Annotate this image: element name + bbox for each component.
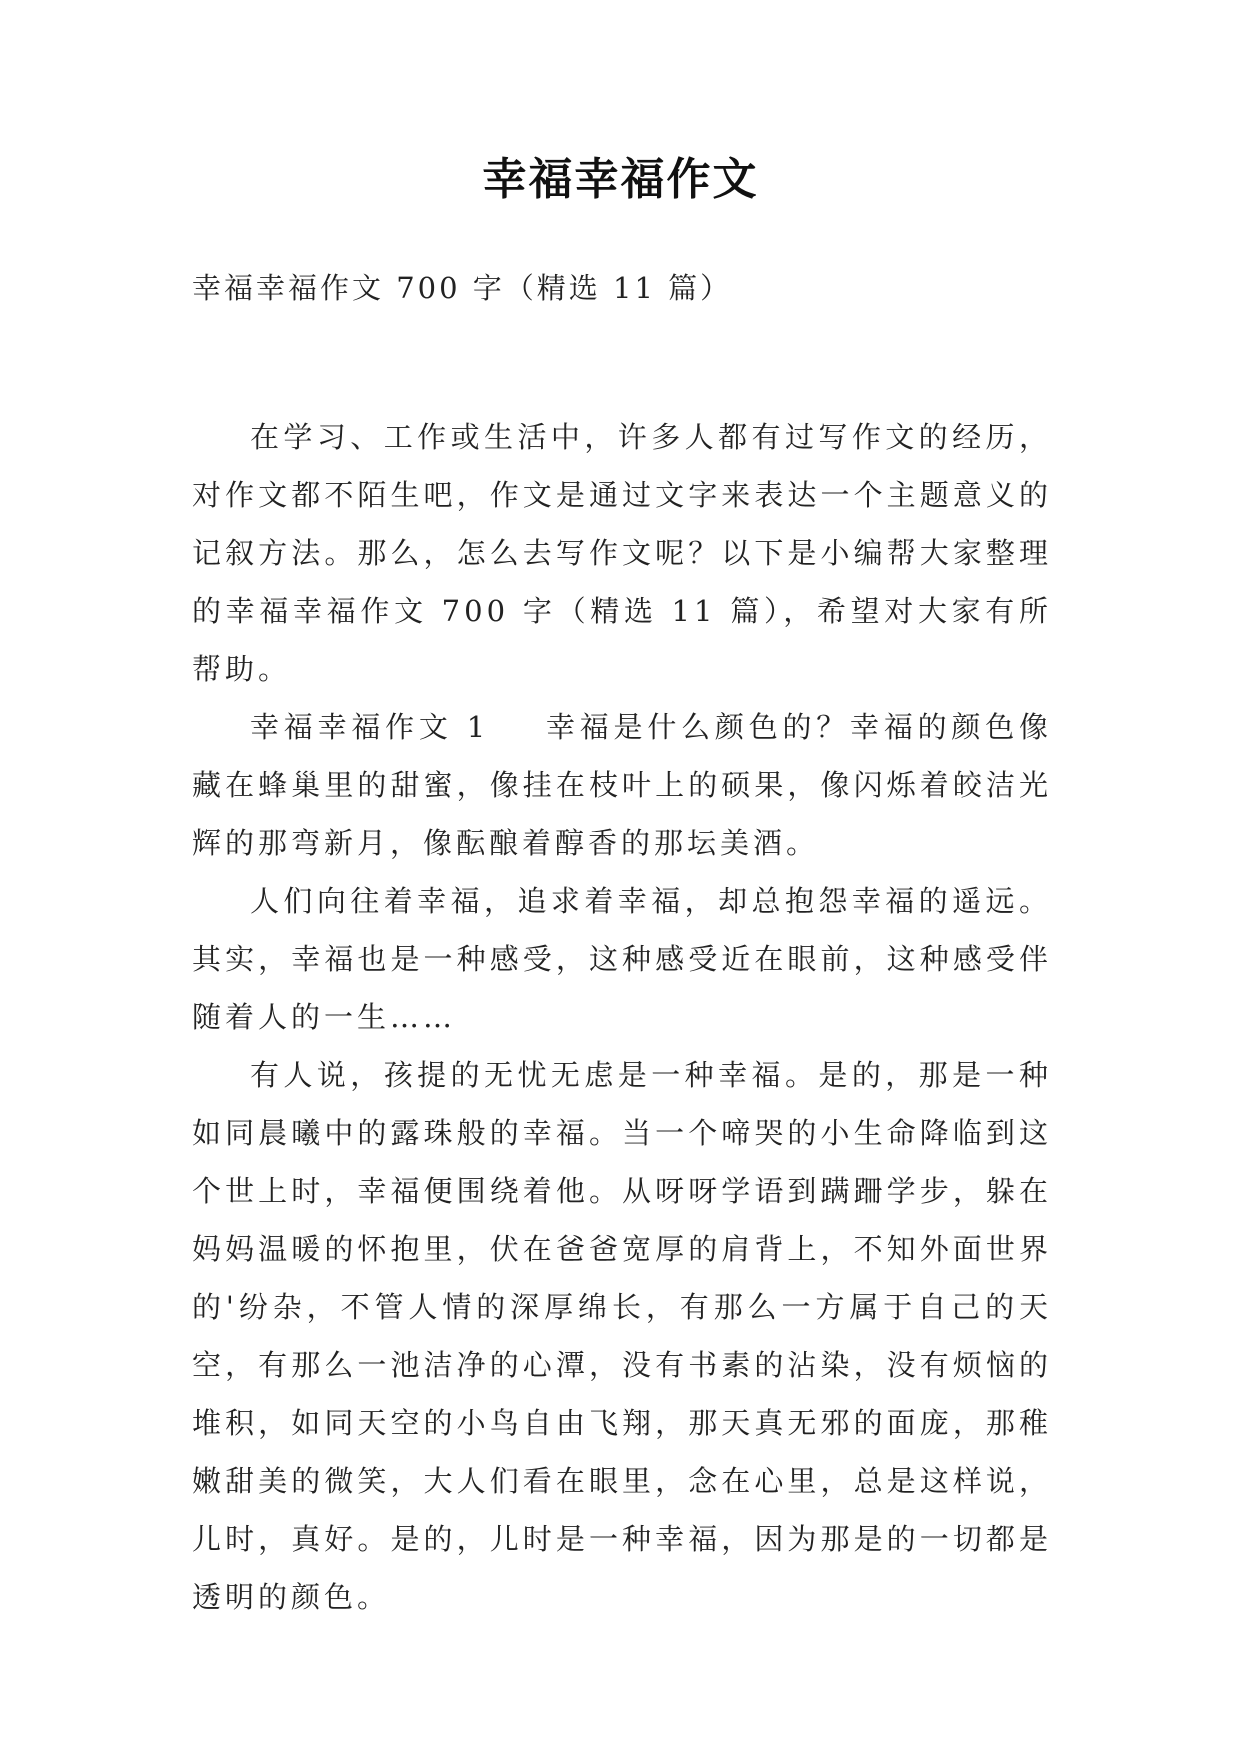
paragraph-text: 人们向往着幸福，追求着幸福，却总抱怨幸福的遥远。其实，幸福也是一种感受，这种感受近在眼前，这种感受伴随着人的一生…… <box>192 884 1052 1034</box>
essay-heading: 幸福幸福作文 1 <box>250 710 490 744</box>
document-body <box>192 408 1052 1626</box>
paragraph-text: 在学习、工作或生活中，许多人都有过写作文的经历，对作文都不陌生吧，作文是通过文字来表达一个主题意义的记叙方法。那么，怎么去写作文呢？以下是小编帮大家整理的幸福幸福作文 700 字（精选 11 篇），希望对大家有所帮助。 <box>192 420 1052 686</box>
document-title: 幸福幸福作文 <box>482 154 759 205</box>
paragraph-2 <box>192 872 1052 1046</box>
paragraph-intro <box>192 408 1052 698</box>
document-subtitle: 幸福幸福作文 700 字（精选 11 篇） <box>192 271 733 305</box>
paragraph-text: 幸福是什么颜色的？幸福的颜色像藏在蜂巢里的甜蜜，像挂在枝叶上的硕果，像闪烁着皎洁光辉的那弯新月，像酝酿着醇香的那坛美酒。 <box>192 710 1052 860</box>
paragraph-text: 有人说，孩提的无忧无虑是一种幸福。是的，那是一种如同晨曦中的露珠般的幸福。当一个啼哭的小生命降临到这个世上时，幸福便围绕着他。从呀呀学语到蹒跚学步，躲在妈妈温暖的怀抱里，伏在爸爸宽厚的肩背上，不知外面世界的'纷杂，不管人情的深厚绵长，有那么一方属于自己的天空，有那么一池洁净的心潭，没有书素的沾染，没有烦恼的堆积，如同天空的小鸟自由飞翔，那天真无邪的面庞，那稚嫩甜美的微笑，大人们看在眼里，念在心里，总是这样说，儿时，真好。是的，儿时是一种幸福，因为那是的一切都是透明的颜色。 <box>192 1058 1052 1614</box>
paragraph-3 <box>192 1046 1052 1626</box>
paragraph-essay-1 <box>192 698 1052 872</box>
